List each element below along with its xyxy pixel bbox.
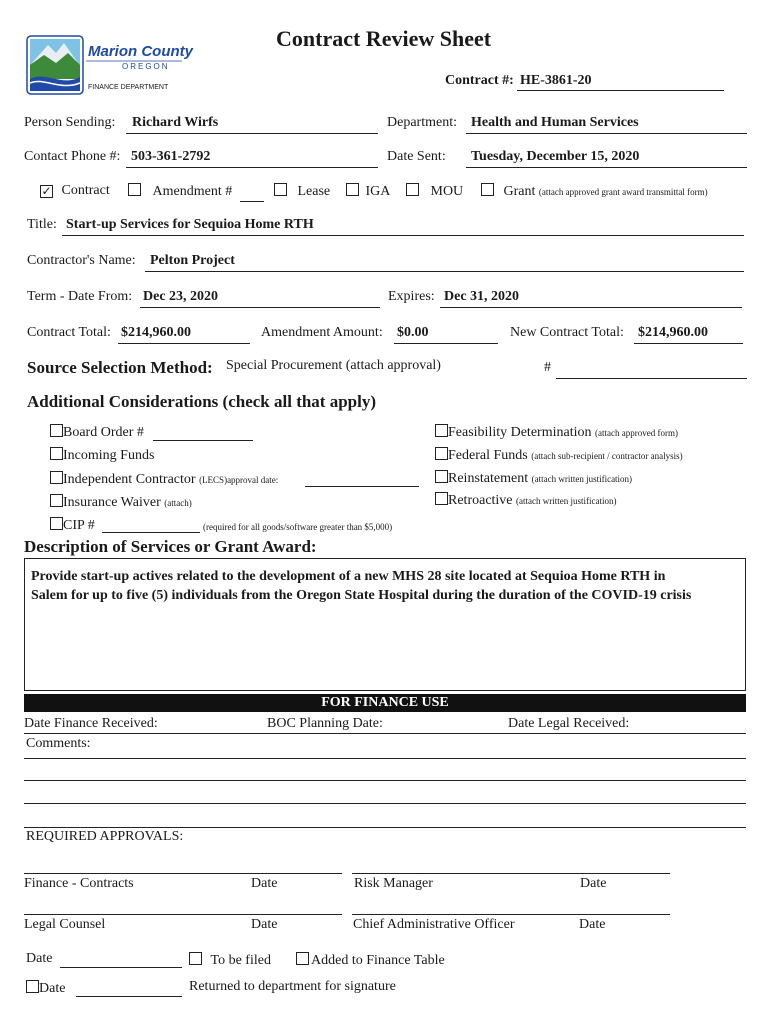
date-legal-received-label: Date Legal Received: bbox=[508, 716, 630, 731]
retroactive-item[interactable] bbox=[435, 492, 617, 509]
title-value[interactable]: Start-up Services for Sequioa Home RTH bbox=[66, 217, 314, 232]
cao-date-label: Date bbox=[579, 917, 606, 932]
iga-checkbox[interactable] bbox=[346, 183, 359, 196]
new-total-line bbox=[634, 343, 743, 344]
contact-phone-value[interactable]: 503-361-2792 bbox=[131, 149, 211, 164]
new-total-label: New Contract Total: bbox=[510, 325, 624, 340]
approval-date-label: approval date: bbox=[227, 475, 279, 485]
added-to-table-label: Added to Finance Table bbox=[311, 953, 445, 968]
insurance-waiver-checkbox[interactable] bbox=[50, 494, 63, 507]
filing-date-line bbox=[60, 967, 182, 968]
term-line bbox=[140, 307, 380, 308]
type-iga[interactable] bbox=[346, 183, 390, 200]
reinstatement-item[interactable] bbox=[435, 470, 632, 487]
risk-manager-signature-line bbox=[352, 873, 670, 874]
description-box[interactable] bbox=[24, 558, 746, 691]
federal-funds-label: Federal Funds bbox=[448, 448, 528, 463]
added-to-table-checkbox[interactable] bbox=[296, 952, 309, 965]
legal-counsel-signature-line bbox=[24, 914, 342, 915]
cip-note: (required for all goods/software greater than $5,000) bbox=[203, 522, 393, 532]
reinstatement-label: Reinstatement bbox=[448, 471, 529, 486]
contact-phone-label: Contact Phone #: bbox=[24, 149, 121, 164]
logo-name: Marion County bbox=[88, 43, 193, 60]
logo-state: OREGON bbox=[122, 62, 170, 71]
marion-county-logo bbox=[26, 35, 193, 97]
retroactive-label: Retroactive bbox=[448, 493, 513, 508]
comments-line-4 bbox=[24, 827, 746, 828]
insurance-waiver-note: (attach) bbox=[164, 498, 192, 508]
considerations-heading: Additional Considerations (check all that apply) bbox=[27, 392, 377, 411]
comments-line-3 bbox=[24, 803, 746, 804]
date-finance-received-label: Date Finance Received: bbox=[24, 716, 158, 731]
cao-signature-line bbox=[352, 914, 670, 915]
approval-date-line bbox=[305, 486, 419, 487]
independent-contractor-label: Independent Contractor bbox=[63, 472, 196, 487]
mou-type-label: MOU bbox=[430, 184, 464, 199]
returned-date-line bbox=[76, 996, 182, 997]
risk-manager-date-label: Date bbox=[580, 876, 607, 891]
contract-number-line bbox=[517, 90, 724, 91]
federal-funds-note: (attach sub-recipient / contractor analysis) bbox=[531, 451, 683, 461]
amendment-checkbox[interactable] bbox=[128, 183, 141, 196]
to-be-filed-label: To be filed bbox=[210, 953, 271, 968]
federal-funds-item[interactable] bbox=[435, 447, 683, 464]
person-sending-label: Person Sending: bbox=[24, 115, 116, 130]
source-selection-value[interactable]: Special Procurement (attach approval) bbox=[226, 358, 441, 373]
lease-type-label: Lease bbox=[297, 184, 331, 199]
feasibility-note: (attach approved form) bbox=[594, 428, 678, 438]
returned-date-checkbox[interactable] bbox=[26, 980, 39, 993]
reinstatement-note: (attach written justification) bbox=[531, 474, 633, 484]
incoming-funds-checkbox[interactable] bbox=[50, 447, 63, 460]
to-be-filed-checkbox[interactable] bbox=[189, 952, 202, 965]
date-sent-line bbox=[466, 167, 747, 168]
cip-label: CIP # bbox=[63, 518, 95, 533]
retroactive-note: (attach written justification) bbox=[516, 496, 617, 506]
finance-dates-line bbox=[24, 733, 746, 734]
insurance-waiver-item[interactable] bbox=[50, 494, 192, 511]
source-hash-line bbox=[556, 378, 747, 379]
board-order-item[interactable] bbox=[50, 424, 144, 441]
grant-note: (attach approved grant award transmittal form) bbox=[538, 187, 708, 197]
reinstatement-checkbox[interactable] bbox=[435, 470, 448, 483]
comments-line-1 bbox=[24, 758, 746, 759]
comments-line-2 bbox=[24, 780, 746, 781]
term-label: Term - Date From: bbox=[27, 289, 133, 304]
added-to-table-item[interactable] bbox=[296, 952, 445, 969]
returned-label: Returned to department for signature bbox=[189, 979, 396, 994]
federal-funds-checkbox[interactable] bbox=[435, 447, 448, 460]
returned-date-label: Date bbox=[39, 981, 66, 996]
filing-date-label: Date bbox=[26, 951, 53, 966]
board-order-checkbox[interactable] bbox=[50, 424, 63, 437]
finance-contracts-signature-line bbox=[24, 873, 342, 874]
mou-checkbox[interactable] bbox=[406, 183, 419, 196]
risk-manager-label: Risk Manager bbox=[354, 876, 433, 891]
type-mou[interactable] bbox=[406, 183, 463, 200]
amendment-number-line bbox=[240, 201, 264, 202]
cao-label: Chief Administrative Officer bbox=[353, 917, 515, 932]
finance-use-bar: FOR FINANCE USE bbox=[24, 694, 746, 712]
cip-checkbox[interactable] bbox=[50, 517, 63, 530]
contract-type-label: Contract bbox=[61, 183, 110, 198]
person-sending-value[interactable]: Richard Wirfs bbox=[132, 115, 219, 130]
department-line bbox=[466, 133, 747, 134]
contractor-label: Contractor's Name: bbox=[27, 253, 136, 268]
returned-date-item[interactable] bbox=[26, 980, 65, 997]
expires-value[interactable]: Dec 31, 2020 bbox=[444, 289, 520, 304]
feasibility-item[interactable] bbox=[435, 424, 678, 441]
department-value[interactable]: Health and Human Services bbox=[471, 115, 639, 130]
description-line-1: Provide start-up actives related to the development of a new MHS 28 site located at Sequioa Home RTH in bbox=[31, 569, 666, 584]
contractor-value[interactable]: Pelton Project bbox=[150, 253, 235, 268]
description-line-2: Salem for up to five (5) individuals from the Oregon State Hospital during the duration of the COVID-19 crisis bbox=[31, 588, 692, 603]
expires-line bbox=[440, 307, 742, 308]
grant-checkbox[interactable] bbox=[481, 183, 494, 196]
source-selection-label: Source Selection Method: bbox=[27, 358, 213, 377]
contractor-line bbox=[145, 271, 744, 272]
contact-phone-line bbox=[126, 167, 378, 168]
feasibility-checkbox[interactable] bbox=[435, 424, 448, 437]
expires-label: Expires: bbox=[388, 289, 435, 304]
department-label: Department: bbox=[387, 115, 457, 130]
boc-planning-date-label: BOC Planning Date: bbox=[267, 716, 383, 731]
cip-item[interactable] bbox=[50, 517, 95, 534]
iga-type-label: IGA bbox=[365, 184, 391, 199]
source-hash-label: # bbox=[544, 360, 551, 375]
contract-checkbox[interactable]: ✓ bbox=[41, 184, 52, 198]
required-approvals-heading: REQUIRED APPROVALS: bbox=[26, 829, 184, 844]
independent-contractor-item[interactable] bbox=[50, 471, 278, 488]
to-be-filed-item[interactable] bbox=[189, 952, 271, 969]
contract-total-value[interactable]: $214,960.00 bbox=[121, 325, 191, 340]
amendment-amount-label: Amendment Amount: bbox=[261, 325, 383, 340]
feasibility-label: Feasibility Determination bbox=[448, 425, 592, 440]
independent-contractor-note: (LECS) bbox=[199, 475, 228, 485]
cip-line bbox=[102, 532, 200, 533]
contract-total-label: Contract Total: bbox=[27, 325, 111, 340]
amendment-amount-value[interactable]: $0.00 bbox=[397, 325, 429, 340]
logo-department: FINANCE DEPARTMENT bbox=[88, 84, 169, 91]
legal-counsel-date-label: Date bbox=[251, 917, 278, 932]
incoming-funds-label: Incoming Funds bbox=[63, 448, 155, 463]
board-order-label: Board Order # bbox=[63, 425, 144, 440]
retroactive-checkbox[interactable] bbox=[435, 492, 448, 505]
new-total-value[interactable]: $214,960.00 bbox=[638, 325, 708, 340]
grant-type-label: Grant bbox=[503, 184, 536, 199]
date-sent-value[interactable]: Tuesday, December 15, 2020 bbox=[471, 149, 640, 164]
description-heading: Description of Services or Grant Award: bbox=[24, 537, 317, 556]
incoming-funds-item[interactable] bbox=[50, 447, 154, 464]
board-order-line bbox=[153, 440, 253, 441]
legal-counsel-label: Legal Counsel bbox=[24, 917, 106, 932]
contract-number-value[interactable]: HE-3861-20 bbox=[520, 73, 592, 88]
contract-total-line bbox=[118, 343, 250, 344]
lease-checkbox[interactable] bbox=[274, 183, 287, 196]
title-label: Title: bbox=[27, 217, 57, 232]
type-amendment[interactable] bbox=[128, 183, 232, 200]
date-sent-label: Date Sent: bbox=[387, 149, 446, 164]
insurance-waiver-label: Insurance Waiver bbox=[63, 495, 161, 510]
page-title: Contract Review Sheet bbox=[276, 26, 492, 51]
contract-number-label: Contract #: bbox=[445, 73, 514, 88]
finance-contracts-label: Finance - Contracts bbox=[24, 876, 134, 891]
independent-contractor-checkbox[interactable] bbox=[50, 471, 63, 484]
type-grant[interactable] bbox=[481, 183, 708, 200]
term-value[interactable]: Dec 23, 2020 bbox=[143, 289, 219, 304]
amendment-amount-line bbox=[394, 343, 498, 344]
type-lease[interactable] bbox=[274, 183, 330, 200]
title-line bbox=[62, 235, 744, 236]
type-contract[interactable] bbox=[40, 183, 110, 199]
finance-contracts-date-label: Date bbox=[251, 876, 278, 891]
person-sending-line bbox=[126, 133, 378, 134]
comments-label: Comments: bbox=[26, 736, 91, 751]
amendment-type-label: Amendment # bbox=[152, 184, 233, 199]
description-text bbox=[31, 567, 743, 605]
